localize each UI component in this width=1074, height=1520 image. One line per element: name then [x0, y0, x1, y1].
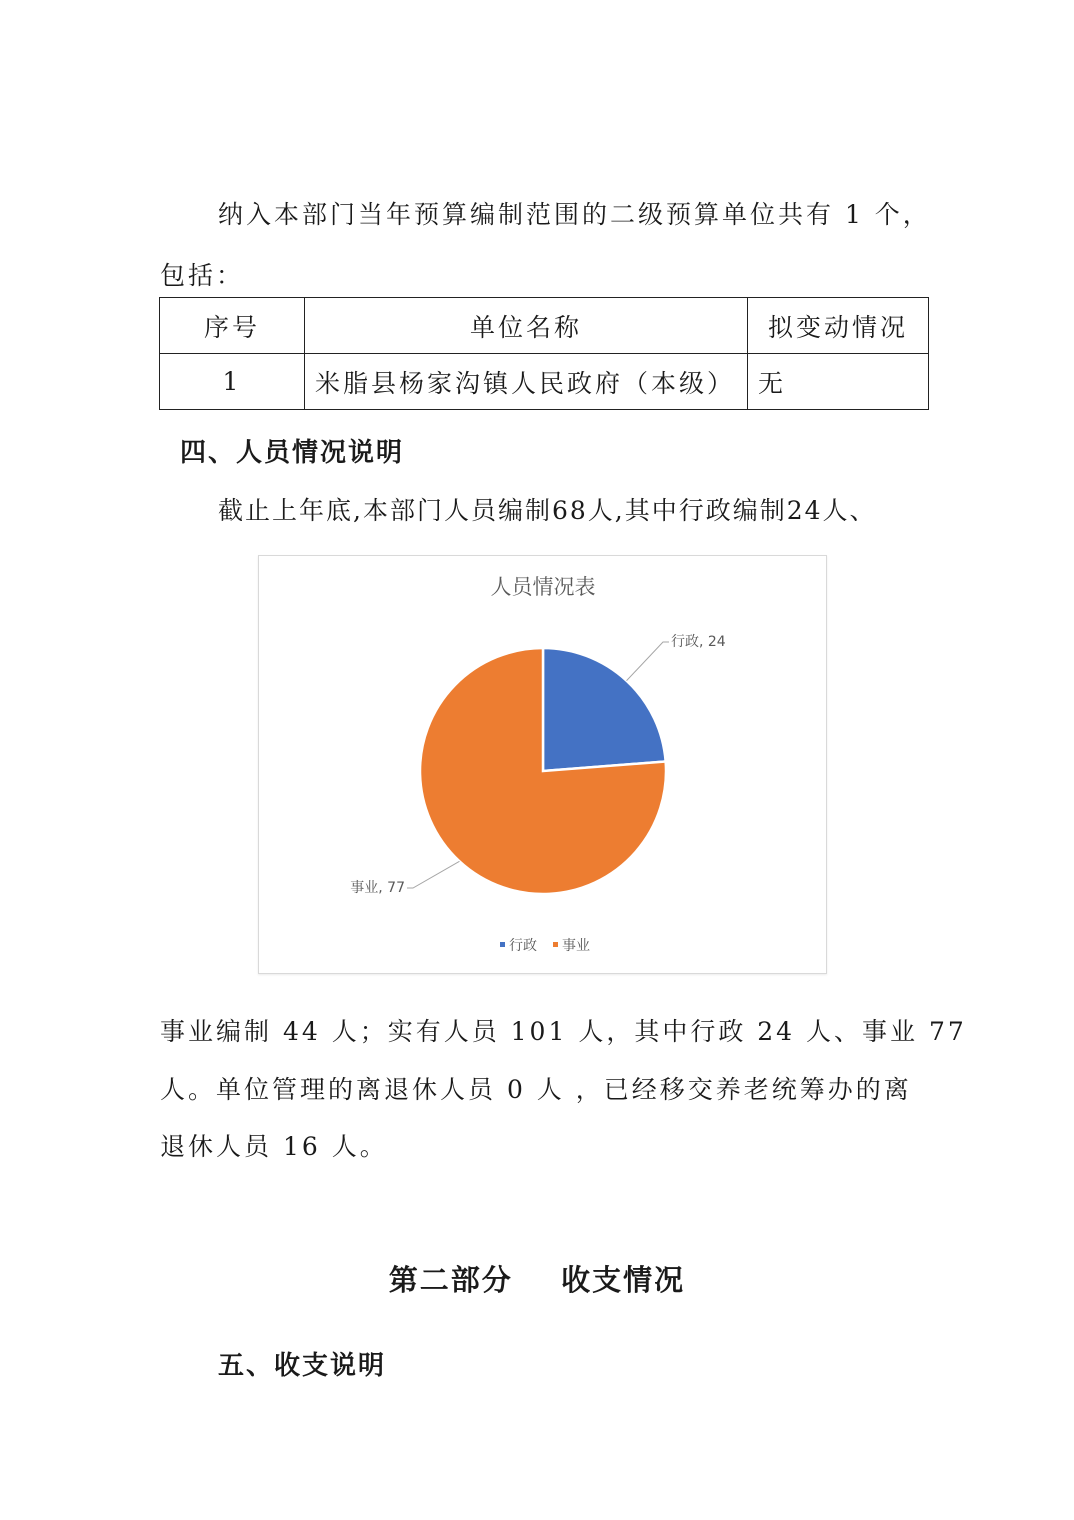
section-5-heading: 五、收支说明 — [218, 1351, 387, 1381]
cell-change: 无 — [748, 354, 929, 410]
legend-label-2: 事业 — [562, 938, 590, 954]
section-4-heading: 四、人员情况说明 — [180, 438, 405, 468]
section-4-line-1: 截止上年底,本部门人员编制68人,其中行政编制24人、 — [218, 496, 877, 525]
leader-line-1 — [627, 642, 669, 681]
section-4-line-4: 退休人员 16 人。 — [160, 1132, 388, 1161]
col-header-change: 拟变动情况 — [748, 298, 929, 354]
staff-pie-chart — [258, 555, 827, 974]
legend-swatch-2 — [553, 942, 558, 947]
section-4-line-3: 人。单位管理的离退休人员 0 人 ，已经移交养老统筹办的离 — [160, 1075, 912, 1104]
legend-swatch-1 — [500, 942, 505, 947]
table-header-row — [160, 298, 929, 354]
leader-line-2 — [407, 861, 459, 888]
intro-line-1: 纳入本部门当年预算编制范围的二级预算单位共有 1 个， — [218, 200, 931, 229]
cell-unit-name: 米脂县杨家沟镇人民政府（本级） — [305, 354, 748, 410]
part-2-heading: 第二部分 收支情况 — [388, 1263, 686, 1297]
data-label-1: 行政, 24 — [671, 634, 726, 650]
table-row — [160, 354, 929, 410]
units-table — [159, 297, 929, 410]
col-header-index: 序号 — [160, 298, 305, 354]
data-label-2: 事业, 77 — [350, 880, 405, 896]
pie-chart-svg — [259, 556, 826, 973]
pie-slice-1 — [543, 648, 666, 771]
col-header-unit-name: 单位名称 — [305, 298, 748, 354]
chart-title: 人员情况表 — [490, 575, 596, 599]
intro-line-2: 包括： — [160, 261, 245, 290]
legend-label-1: 行政 — [509, 938, 537, 954]
section-4-line-2: 事业编制 44 人；实有人员 101 人，其中行政 24 人、事业 77 — [160, 1017, 967, 1046]
cell-index: 1 — [160, 354, 305, 410]
